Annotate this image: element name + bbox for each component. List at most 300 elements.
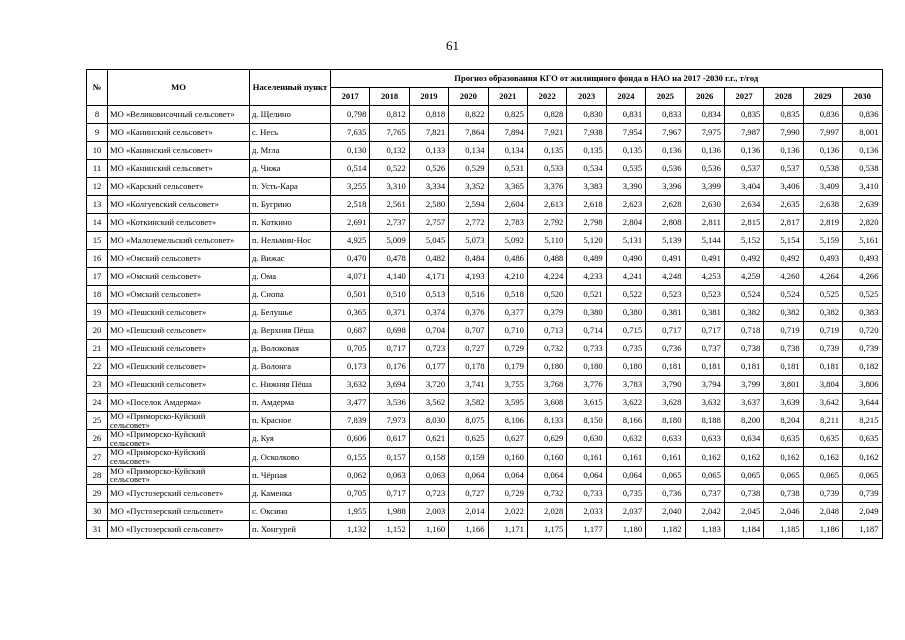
settlement-name: д. Вижас xyxy=(250,250,331,268)
forecast-value: 8,215 xyxy=(843,412,882,430)
forecast-value: 2,003 xyxy=(409,502,448,520)
forecast-value: 0,381 xyxy=(685,304,724,322)
forecast-value: 0,537 xyxy=(764,160,803,178)
forecast-value: 0,136 xyxy=(724,142,763,160)
table-row xyxy=(87,304,883,322)
forecast-value: 7,967 xyxy=(646,124,685,142)
forecast-value: 0,501 xyxy=(331,286,370,304)
forecast-value: 0,727 xyxy=(449,484,488,502)
year-header: 2021 xyxy=(488,88,527,106)
forecast-value: 5,159 xyxy=(803,232,842,250)
forecast-value: 0,836 xyxy=(843,106,882,124)
year-header: 2019 xyxy=(409,88,448,106)
forecast-value: 0,621 xyxy=(409,430,448,448)
forecast-value: 2,804 xyxy=(606,214,645,232)
forecast-value: 0,371 xyxy=(370,304,409,322)
forecast-value: 0,533 xyxy=(527,160,566,178)
forecast-value: 0,522 xyxy=(606,286,645,304)
forecast-value: 4,171 xyxy=(409,268,448,286)
forecast-value: 2,634 xyxy=(724,196,763,214)
forecast-value: 0,136 xyxy=(646,142,685,160)
forecast-value: 3,334 xyxy=(409,178,448,196)
forecast-value: 0,383 xyxy=(843,304,882,322)
forecast-value: 2,045 xyxy=(724,502,763,520)
forecast-value: 3,622 xyxy=(606,394,645,412)
forecast-value: 3,790 xyxy=(646,376,685,394)
table-row xyxy=(87,358,883,376)
forecast-value: 8,166 xyxy=(606,412,645,430)
row-number: 23 xyxy=(87,376,108,394)
forecast-value: 2,808 xyxy=(646,214,685,232)
forecast-value: 0,705 xyxy=(331,340,370,358)
forecast-value: 0,739 xyxy=(803,340,842,358)
forecast-value: 0,365 xyxy=(331,304,370,322)
municipality-name: МО «Малоземельский сельсовет» xyxy=(108,232,250,250)
forecast-value: 2,028 xyxy=(527,502,566,520)
forecast-value: 3,376 xyxy=(527,178,566,196)
municipality-name: МО «Омский сельсовет» xyxy=(108,268,250,286)
forecast-value: 0,520 xyxy=(527,286,566,304)
forecast-value: 0,818 xyxy=(409,106,448,124)
forecast-value: 0,733 xyxy=(567,484,606,502)
forecast-value: 0,516 xyxy=(449,286,488,304)
forecast-value: 0,160 xyxy=(527,448,566,466)
forecast-value: 3,637 xyxy=(724,394,763,412)
forecast-value: 5,139 xyxy=(646,232,685,250)
settlement-name: д. Щелино xyxy=(250,106,331,124)
table-row xyxy=(87,268,883,286)
row-number: 27 xyxy=(87,448,108,466)
forecast-value: 4,241 xyxy=(606,268,645,286)
row-number: 19 xyxy=(87,304,108,322)
forecast-value: 0,606 xyxy=(331,430,370,448)
forecast-value: 0,157 xyxy=(370,448,409,466)
header-settlement: Населенный пункт xyxy=(250,70,331,106)
forecast-value: 1,166 xyxy=(449,520,488,538)
forecast-value: 0,064 xyxy=(527,466,566,484)
forecast-value: 0,521 xyxy=(567,286,606,304)
forecast-value: 0,713 xyxy=(527,322,566,340)
forecast-value: 7,975 xyxy=(685,124,724,142)
forecast-value: 0,635 xyxy=(803,430,842,448)
forecast-value: 0,525 xyxy=(843,286,882,304)
row-number: 13 xyxy=(87,196,108,214)
year-header: 2028 xyxy=(764,88,803,106)
forecast-value: 0,136 xyxy=(764,142,803,160)
forecast-value: 0,535 xyxy=(606,160,645,178)
forecast-value: 0,835 xyxy=(724,106,763,124)
settlement-name: п. Амдерма xyxy=(250,394,331,412)
forecast-value: 3,642 xyxy=(803,394,842,412)
forecast-value: 0,492 xyxy=(724,250,763,268)
row-number: 31 xyxy=(87,520,108,538)
forecast-value: 4,224 xyxy=(527,268,566,286)
forecast-value: 0,798 xyxy=(331,106,370,124)
table-row xyxy=(87,106,883,124)
forecast-value: 8,106 xyxy=(488,412,527,430)
forecast-value: 3,628 xyxy=(646,394,685,412)
row-number: 29 xyxy=(87,484,108,502)
table-row xyxy=(87,142,883,160)
table-row xyxy=(87,340,883,358)
forecast-value: 0,181 xyxy=(764,358,803,376)
forecast-value: 0,738 xyxy=(724,484,763,502)
forecast-value: 0,380 xyxy=(606,304,645,322)
forecast-value: 3,255 xyxy=(331,178,370,196)
forecast-value: 0,470 xyxy=(331,250,370,268)
forecast-value: 8,211 xyxy=(803,412,842,430)
forecast-value: 0,524 xyxy=(724,286,763,304)
municipality-name: МО «Омский сельсовет» xyxy=(108,286,250,304)
forecast-value: 0,737 xyxy=(685,484,724,502)
forecast-value: 0,162 xyxy=(685,448,724,466)
year-header: 2027 xyxy=(724,88,763,106)
forecast-value: 0,065 xyxy=(843,466,882,484)
municipality-name: МО «Канинский сельсовет» xyxy=(108,160,250,178)
forecast-value: 4,071 xyxy=(331,268,370,286)
forecast-value: 0,629 xyxy=(527,430,566,448)
forecast-value: 0,717 xyxy=(685,322,724,340)
forecast-value: 3,406 xyxy=(764,178,803,196)
forecast-value: 2,798 xyxy=(567,214,606,232)
forecast-value: 0,134 xyxy=(488,142,527,160)
municipality-name: МО «Пешский сельсовет» xyxy=(108,358,250,376)
row-number: 9 xyxy=(87,124,108,142)
forecast-value: 1,988 xyxy=(370,502,409,520)
forecast-value: 3,615 xyxy=(567,394,606,412)
forecast-value: 3,409 xyxy=(803,178,842,196)
forecast-value: 3,477 xyxy=(331,394,370,412)
forecast-value: 0,632 xyxy=(606,430,645,448)
municipality-name: МО «Колгуевский сельсовет» xyxy=(108,196,250,214)
forecast-value: 0,523 xyxy=(646,286,685,304)
year-header: 2029 xyxy=(803,88,842,106)
forecast-value: 2,623 xyxy=(606,196,645,214)
forecast-value: 1,175 xyxy=(527,520,566,538)
forecast-value: 0,738 xyxy=(764,484,803,502)
forecast-value: 2,737 xyxy=(370,214,409,232)
forecast-value: 0,493 xyxy=(843,250,882,268)
row-number: 11 xyxy=(87,160,108,178)
forecast-value: 3,755 xyxy=(488,376,527,394)
forecast-value: 0,134 xyxy=(449,142,488,160)
forecast-value: 2,635 xyxy=(764,196,803,214)
forecast-value: 1,185 xyxy=(764,520,803,538)
forecast-value: 0,723 xyxy=(409,484,448,502)
forecast-value: 0,518 xyxy=(488,286,527,304)
forecast-value: 3,562 xyxy=(409,394,448,412)
forecast-value: 0,181 xyxy=(724,358,763,376)
forecast-value: 2,618 xyxy=(567,196,606,214)
forecast-value: 3,365 xyxy=(488,178,527,196)
year-header: 2030 xyxy=(843,88,882,106)
forecast-value: 0,065 xyxy=(724,466,763,484)
forecast-value: 0,522 xyxy=(370,160,409,178)
forecast-value: 0,830 xyxy=(567,106,606,124)
forecast-value: 2,630 xyxy=(685,196,724,214)
forecast-value: 0,136 xyxy=(803,142,842,160)
settlement-name: п. Красное xyxy=(250,412,331,430)
table-row xyxy=(87,376,883,394)
forecast-value: 2,638 xyxy=(803,196,842,214)
forecast-value: 0,374 xyxy=(409,304,448,322)
table-body xyxy=(87,106,883,539)
forecast-value: 0,180 xyxy=(567,358,606,376)
forecast-value: 0,484 xyxy=(449,250,488,268)
forecast-value: 0,489 xyxy=(567,250,606,268)
forecast-value: 0,525 xyxy=(803,286,842,304)
forecast-value: 3,632 xyxy=(685,394,724,412)
row-number: 21 xyxy=(87,340,108,358)
row-number: 15 xyxy=(87,232,108,250)
forecast-value: 5,045 xyxy=(409,232,448,250)
forecast-value: 0,704 xyxy=(409,322,448,340)
forecast-value: 7,635 xyxy=(331,124,370,142)
forecast-value: 3,783 xyxy=(606,376,645,394)
forecast-value: 8,075 xyxy=(449,412,488,430)
forecast-value: 7,894 xyxy=(488,124,527,142)
forecast-value: 7,990 xyxy=(764,124,803,142)
forecast-value: 3,776 xyxy=(567,376,606,394)
table-row xyxy=(87,412,883,430)
forecast-value: 0,065 xyxy=(764,466,803,484)
forecast-value: 0,710 xyxy=(488,322,527,340)
forecast-value: 3,608 xyxy=(527,394,566,412)
forecast-value: 7,954 xyxy=(606,124,645,142)
forecast-value: 0,635 xyxy=(843,430,882,448)
forecast-value: 2,048 xyxy=(803,502,842,520)
forecast-value: 0,513 xyxy=(409,286,448,304)
table-row xyxy=(87,196,883,214)
settlement-name: с. Несь xyxy=(250,124,331,142)
forecast-value: 2,042 xyxy=(685,502,724,520)
forecast-value: 2,613 xyxy=(527,196,566,214)
forecast-value: 2,580 xyxy=(409,196,448,214)
forecast-value: 3,794 xyxy=(685,376,724,394)
row-number: 20 xyxy=(87,322,108,340)
settlement-name: д. Снопа xyxy=(250,286,331,304)
forecast-value: 0,063 xyxy=(409,466,448,484)
forecast-value: 0,729 xyxy=(488,340,527,358)
forecast-value: 2,037 xyxy=(606,502,645,520)
forecast-value: 0,687 xyxy=(331,322,370,340)
forecast-value: 5,120 xyxy=(567,232,606,250)
forecast-value: 3,741 xyxy=(449,376,488,394)
forecast-value: 0,491 xyxy=(685,250,724,268)
forecast-value: 0,634 xyxy=(724,430,763,448)
forecast-value: 1,177 xyxy=(567,520,606,538)
forecast-value: 0,739 xyxy=(843,484,882,502)
forecast-value: 5,009 xyxy=(370,232,409,250)
row-number: 10 xyxy=(87,142,108,160)
forecast-value: 0,526 xyxy=(409,160,448,178)
forecast-value: 2,772 xyxy=(449,214,488,232)
forecast-value: 8,001 xyxy=(843,124,882,142)
forecast-value: 0,736 xyxy=(646,484,685,502)
row-number: 12 xyxy=(87,178,108,196)
forecast-value: 0,065 xyxy=(803,466,842,484)
forecast-value: 3,352 xyxy=(449,178,488,196)
forecast-value: 2,040 xyxy=(646,502,685,520)
forecast-value: 3,768 xyxy=(527,376,566,394)
forecast-value: 0,534 xyxy=(567,160,606,178)
forecast-value: 2,518 xyxy=(331,196,370,214)
row-number: 28 xyxy=(87,466,108,484)
municipality-name: МО «Пешский сельсовет» xyxy=(108,376,250,394)
municipality-name: МО «Пустозерский сельсовет» xyxy=(108,520,250,538)
forecast-value: 0,178 xyxy=(449,358,488,376)
forecast-value: 1,132 xyxy=(331,520,370,538)
municipality-name: МО «Пустозерский сельсовет» xyxy=(108,484,250,502)
forecast-value: 4,253 xyxy=(685,268,724,286)
year-header: 2025 xyxy=(646,88,685,106)
forecast-value: 1,186 xyxy=(803,520,842,538)
forecast-value: 1,152 xyxy=(370,520,409,538)
forecast-value: 0,735 xyxy=(606,484,645,502)
settlement-name: д. Ома xyxy=(250,268,331,286)
forecast-value: 2,757 xyxy=(409,214,448,232)
table-row xyxy=(87,448,883,466)
forecast-value: 8,204 xyxy=(764,412,803,430)
forecast-value: 3,799 xyxy=(724,376,763,394)
forecast-value: 8,200 xyxy=(724,412,763,430)
forecast-value: 0,828 xyxy=(527,106,566,124)
forecast-value: 2,820 xyxy=(843,214,882,232)
municipality-name: МО «Коткинский сельсовет» xyxy=(108,214,250,232)
settlement-name: с. Оксино xyxy=(250,502,331,520)
forecast-value: 0,735 xyxy=(606,340,645,358)
year-header: 2023 xyxy=(567,88,606,106)
forecast-value: 0,135 xyxy=(527,142,566,160)
forecast-value: 0,625 xyxy=(449,430,488,448)
forecast-value: 0,064 xyxy=(488,466,527,484)
row-number: 8 xyxy=(87,106,108,124)
forecast-value: 0,161 xyxy=(606,448,645,466)
forecast-value: 7,938 xyxy=(567,124,606,142)
forecast-value: 7,821 xyxy=(409,124,448,142)
forecast-value: 3,410 xyxy=(843,178,882,196)
settlement-name: п. Бугрино xyxy=(250,196,331,214)
forecast-value: 7,997 xyxy=(803,124,842,142)
forecast-value: 0,717 xyxy=(646,322,685,340)
forecast-value: 4,260 xyxy=(764,268,803,286)
settlement-name: д. Белушье xyxy=(250,304,331,322)
forecast-value: 1,160 xyxy=(409,520,448,538)
forecast-value: 3,399 xyxy=(685,178,724,196)
forecast-value: 3,310 xyxy=(370,178,409,196)
forecast-value: 0,492 xyxy=(764,250,803,268)
municipality-name: МО «Поселок Амдерма» xyxy=(108,394,250,412)
settlement-name: п. Коткино xyxy=(250,214,331,232)
forecast-value: 0,733 xyxy=(567,340,606,358)
header-forecast: Прогноз образования КГО от жилищного фонда в НАО на 2017 -2030 г.г., т/год xyxy=(331,70,883,88)
forecast-value: 0,729 xyxy=(488,484,527,502)
forecast-value: 0,833 xyxy=(646,106,685,124)
forecast-value: 0,064 xyxy=(449,466,488,484)
forecast-value: 0,486 xyxy=(488,250,527,268)
forecast-value: 0,491 xyxy=(646,250,685,268)
forecast-value: 0,739 xyxy=(843,340,882,358)
forecast-value: 0,739 xyxy=(803,484,842,502)
forecast-value: 0,727 xyxy=(449,340,488,358)
forecast-value: 8,150 xyxy=(567,412,606,430)
forecast-value: 0,617 xyxy=(370,430,409,448)
forecast-value: 0,155 xyxy=(331,448,370,466)
forecast-value: 3,806 xyxy=(843,376,882,394)
forecast-value: 7,973 xyxy=(370,412,409,430)
forecast-value: 4,248 xyxy=(646,268,685,286)
forecast-value: 0,181 xyxy=(685,358,724,376)
table-row xyxy=(87,394,883,412)
forecast-value: 0,836 xyxy=(803,106,842,124)
table-row xyxy=(87,430,883,448)
table-row xyxy=(87,520,883,538)
forecast-value: 0,490 xyxy=(606,250,645,268)
forecast-value: 0,510 xyxy=(370,286,409,304)
forecast-value: 5,152 xyxy=(724,232,763,250)
forecast-value: 2,594 xyxy=(449,196,488,214)
forecast-value: 0,529 xyxy=(449,160,488,178)
forecast-value: 0,478 xyxy=(370,250,409,268)
municipality-name: МО «Пустозерский сельсовет» xyxy=(108,502,250,520)
forecast-value: 0,831 xyxy=(606,106,645,124)
forecast-value: 3,404 xyxy=(724,178,763,196)
forecast-value: 3,694 xyxy=(370,376,409,394)
forecast-value: 0,381 xyxy=(646,304,685,322)
forecast-value: 0,161 xyxy=(646,448,685,466)
settlement-name: п. Усть-Кара xyxy=(250,178,331,196)
forecast-value: 5,131 xyxy=(606,232,645,250)
forecast-value: 0,376 xyxy=(449,304,488,322)
forecast-value: 1,171 xyxy=(488,520,527,538)
forecast-value: 0,132 xyxy=(370,142,409,160)
forecast-value: 4,193 xyxy=(449,268,488,286)
forecast-value: 8,188 xyxy=(685,412,724,430)
row-number: 30 xyxy=(87,502,108,520)
forecast-value: 2,691 xyxy=(331,214,370,232)
settlement-name: д. Каменка xyxy=(250,484,331,502)
forecast-value: 2,628 xyxy=(646,196,685,214)
forecast-value: 0,719 xyxy=(764,322,803,340)
forecast-value: 0,065 xyxy=(685,466,724,484)
forecast-value: 0,717 xyxy=(370,340,409,358)
header-num: № xyxy=(87,70,108,106)
forecast-value: 0,715 xyxy=(606,322,645,340)
forecast-value: 0,732 xyxy=(527,340,566,358)
forecast-value: 0,377 xyxy=(488,304,527,322)
page-number: 61 xyxy=(446,38,459,53)
table-row xyxy=(87,484,883,502)
table-row xyxy=(87,160,883,178)
municipality-name: МО «Приморско-Куйский сельсовет» xyxy=(108,430,250,448)
municipality-name: МО «Пешский сельсовет» xyxy=(108,340,250,358)
forecast-value: 2,639 xyxy=(843,196,882,214)
forecast-value: 0,717 xyxy=(370,484,409,502)
settlement-name: д. Волоковая xyxy=(250,340,331,358)
municipality-name: МО «Приморско-Куйский сельсовет» xyxy=(108,448,250,466)
municipality-name: МО «Пешский сельсовет» xyxy=(108,304,250,322)
forecast-value: 2,022 xyxy=(488,502,527,520)
forecast-value: 3,644 xyxy=(843,394,882,412)
forecast-value: 0,493 xyxy=(803,250,842,268)
forecast-value: 1,180 xyxy=(606,520,645,538)
forecast-value: 3,720 xyxy=(409,376,448,394)
header-mo: МО xyxy=(108,70,250,106)
forecast-value: 0,380 xyxy=(567,304,606,322)
forecast-value: 0,173 xyxy=(331,358,370,376)
forecast-value: 5,154 xyxy=(764,232,803,250)
settlement-name: д. Чижа xyxy=(250,160,331,178)
